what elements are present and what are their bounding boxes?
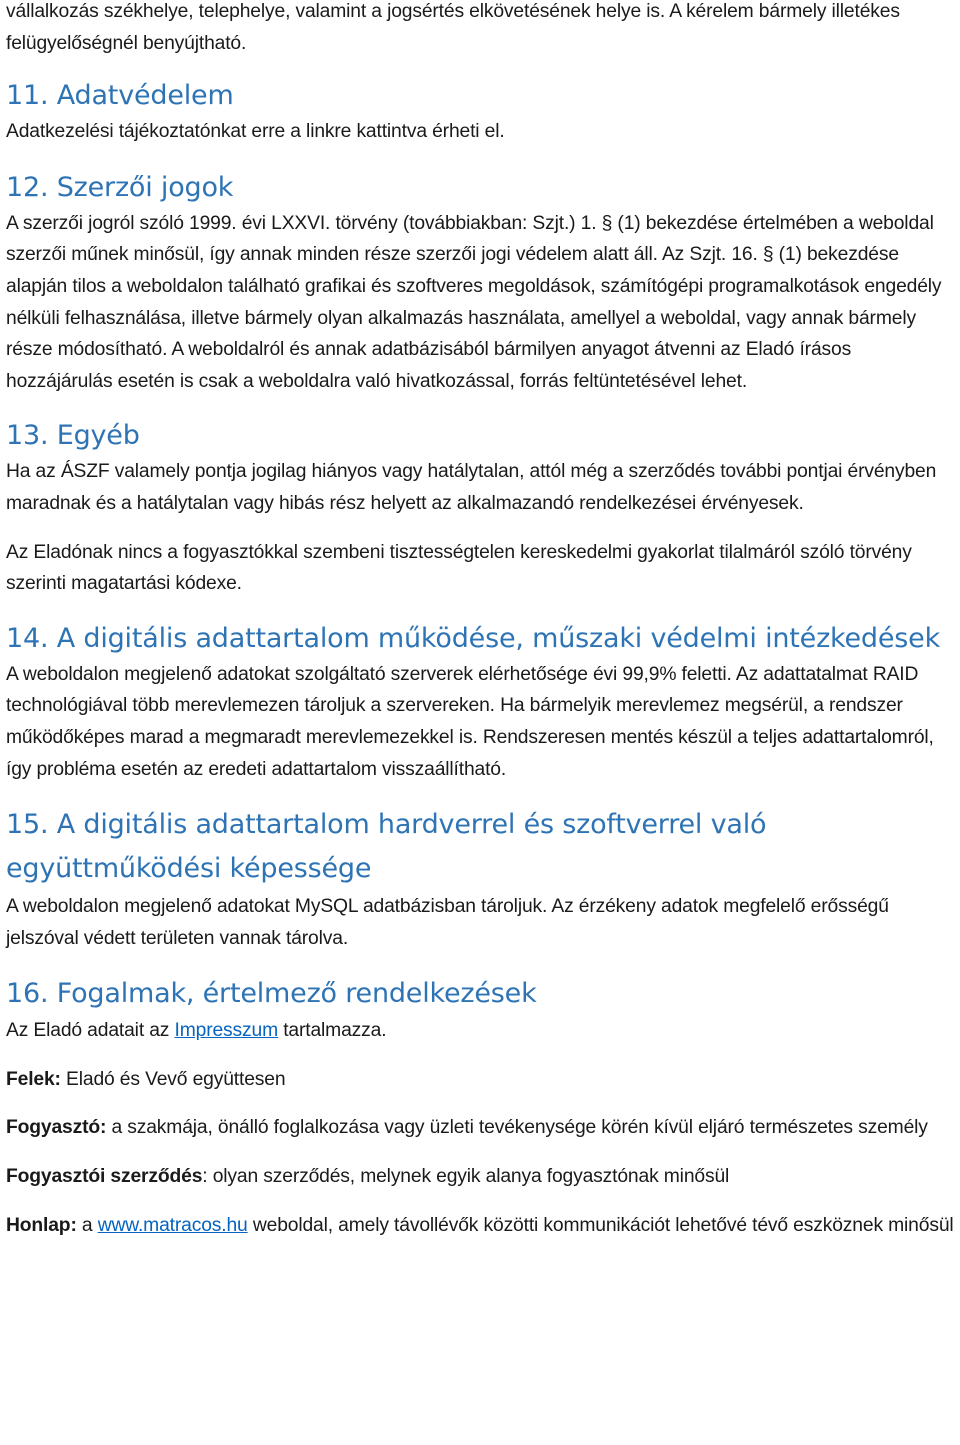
definition-text: Eladó és Vevő együttesen [60, 1068, 286, 1090]
definition-fogyasztoi-szerzodes [6, 1161, 954, 1193]
seller-data-paragraph [6, 1015, 954, 1047]
definition-text-pre: a [76, 1214, 98, 1236]
definition-term: Fogyasztói szerződés [6, 1166, 203, 1188]
definition-text: weboldal, amely távollévők közötti kommunikációt lehetővé tévő eszköznek minősül [247, 1214, 954, 1236]
section-13-paragraph-1: Ha az ÁSZF valamely pontja jogilag hiányos vagy hatálytalan, attól még a szerződés további pontjai érvényben maradnak és a hatálytalan vagy hibás rész helyett az alkalmazandó rendelkezései érvényesek. [6, 461, 937, 514]
section-14-heading: 14. A digitális adattartalom működése, műszaki védelmi intézkedések [6, 622, 940, 654]
definition-term: Honlap: [6, 1214, 77, 1236]
seller-data-post: tartalmazza. [278, 1020, 387, 1042]
seller-data-pre: Az Eladó adatait az [6, 1020, 175, 1042]
intro-paragraph: vállalkozás székhelye, telephelye, valamint a jogsértés elkövetésének helye is. A kérelem bármely illetékes felügyelőségnél benyújtható. [6, 1, 900, 54]
definition-term: Felek: [6, 1068, 61, 1090]
section-13-heading: 13. Egyéb [6, 420, 140, 452]
website-link[interactable]: www.matracos.hu [97, 1214, 248, 1236]
definition-honlap [6, 1210, 954, 1242]
section-16-heading: 16. Fogalmak, értelmező rendelkezések [6, 978, 537, 1010]
impresszum-link[interactable]: Impresszum [174, 1020, 278, 1042]
definition-text: a szakmája, önálló foglalkozása vagy üzleti tevékenysége körén kívül eljáró természetes személy [106, 1117, 928, 1139]
definition-text: : olyan szerződés, melynek egyik alanya fogyasztónak minősül [202, 1166, 730, 1188]
section-14-body: A weboldalon megjelenő adatokat szolgáltató szerverek elérhetősége évi 99,9% feletti. Az adattatalmat RAID technológiával több merevlemezen tároljuk a szervereken. Ha bármelyik merevlemez megsérül, a rendszer működőképes marad a megmaradt merevlemezekkel is. Rendszeresen mentés készül a teljes adattartalomról, így probléma esetén az eredeti adattartalom visszaállítható. [6, 663, 934, 780]
section-15-body: A weboldalon megjelenő adatokat MySQL adatbázisban tároljuk. Az érzékeny adatok megfelelő erősségű jelszóval védett területen vannak tárolva. [6, 896, 889, 949]
section-15-heading: 15. A digitális adattartalom hardverrel és szoftverrel való együttműködési képessége [6, 809, 767, 885]
definition-term: Fogyasztó: [6, 1117, 107, 1139]
definition-felek [6, 1064, 954, 1096]
section-13-paragraph-2: Az Eladónak nincs a fogyasztókkal szembeni tisztességtelen kereskedelmi gyakorlat tilalmáról szóló törvény szerinti magatartási kódexe. [6, 541, 912, 595]
section-11-heading: 11. Adatvédelem [6, 80, 234, 112]
section-11-body: Adatkezelési tájékoztatónkat erre a linkre kattintva érheti el. [6, 121, 505, 143]
section-12-body: A szerzői jogról szóló 1999. évi LXXVI. törvény (továbbiakban: Szjt.) 1. § (1) bekezdése értelmében a weboldal szerzői műnek minősül, így annak minden része szerzői jogi védelem alatt áll. Az Szjt. 16. § (1) bekezdése alapján tilos a weboldalon található grafikai és szoftveres megoldások, számítógépi programalkotások engedély nélküli felhasználása, illetve bármely olyan alkalmazás használata, amellyel a weboldal, vagy annak bármely része módosítható. A weboldalról és annak adatbázisából bármilyen anyagot átvenni az Eladó írásos hozzájárulás esetén is csak a weboldalra való hivatkozással, forrás feltüntetésével lehet. [6, 212, 942, 392]
definition-fogyaszto [6, 1112, 954, 1144]
section-12-heading: 12. Szerzői jogok [6, 171, 234, 203]
